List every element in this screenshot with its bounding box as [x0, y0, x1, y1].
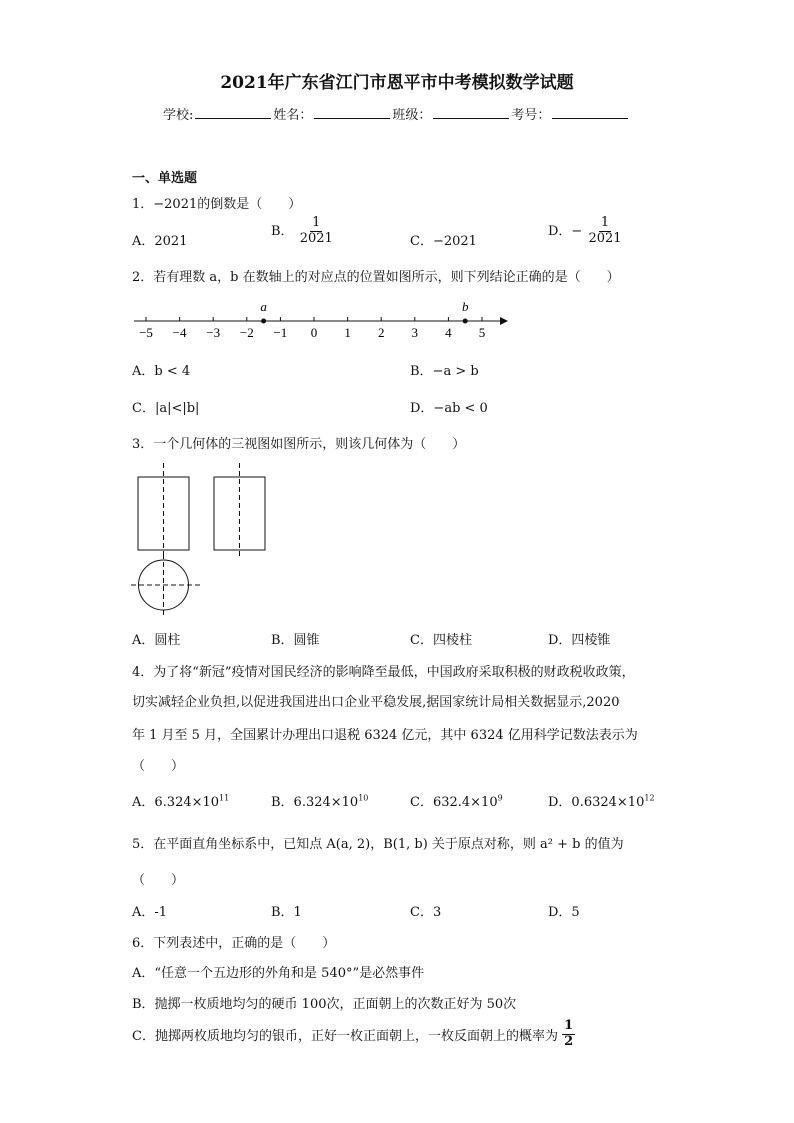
number-line-tick-label: 3	[411, 325, 419, 340]
q4-option-a	[132, 791, 229, 810]
fraction-numerator: 1	[564, 1018, 574, 1033]
number-line-tick-label: −1	[273, 325, 288, 340]
q1-option-b-prefix: B．	[271, 223, 294, 239]
q2-option-b: B．−a > b	[410, 364, 479, 379]
q5-option-d: D．5	[548, 905, 580, 920]
q1-option-b-fraction	[298, 216, 335, 247]
number-line-ticks	[139, 317, 485, 340]
q6-option-b: B．抛掷一枚质地均匀的硬币 100次，正面朝上的次数正好为 50次	[132, 997, 517, 1012]
q4-paren: （ ）	[132, 759, 185, 774]
three-view-figure	[128, 458, 278, 618]
class-blank[interactable]	[433, 108, 509, 119]
q3-option-d: D．四棱锥	[548, 633, 611, 648]
q5-option-c: C．3	[410, 905, 442, 920]
point-a-label: a	[260, 299, 267, 314]
q2-option-d: D．−ab < 0	[410, 401, 488, 416]
q6-option-c-text: C．抛掷两枚质地均匀的银币，正好一枚正面朝上，一枚反面朝上的概率为	[132, 1028, 558, 1044]
number-line-figure	[128, 296, 518, 344]
number-line-tick-label: 4	[445, 325, 452, 340]
number-line-tick-label: −5	[139, 325, 153, 340]
point-b-marker	[463, 319, 468, 324]
q1-option-d-prefix: D．−	[548, 223, 583, 239]
arrow-icon	[500, 317, 508, 325]
q4-line-1: 4．为了将“新冠”疫情对国民经济的影响降至最低，中国政府采取积极的财政税收政策，	[132, 665, 635, 680]
q6-option-c	[132, 1019, 575, 1050]
number-blank[interactable]	[552, 108, 628, 119]
q6-option-a: A．“任意一个五边形的外角和是 540°”是必然事件	[132, 966, 425, 981]
q4-option-c	[410, 791, 503, 810]
student-info-line	[163, 104, 630, 123]
option-exponent: 11	[219, 793, 230, 803]
number-line-tick-label: 1	[344, 325, 351, 340]
name-label: 姓名：	[273, 108, 313, 123]
option-exponent: 10	[358, 793, 369, 803]
q1-option-a: A．2021	[132, 234, 188, 249]
number-label: 考号：	[511, 108, 551, 123]
option-base: B．6.324×10	[271, 795, 359, 810]
point-b-label: b	[461, 299, 469, 314]
top-view	[131, 554, 202, 616]
q3-option-c: C．四棱柱	[410, 633, 472, 648]
number-line-tick-label: 2	[377, 325, 385, 340]
option-exponent: 12	[644, 793, 655, 803]
q6-stem: 6．下列表述中，正确的是（ ）	[132, 936, 336, 951]
option-base: D．0.6324×10	[548, 795, 645, 810]
q6-option-c-fraction	[562, 1019, 575, 1050]
q2-option-a: A．b < 4	[132, 364, 191, 379]
option-exponent: 9	[497, 793, 503, 803]
q5-paren: （ ）	[132, 873, 185, 888]
point-a-marker	[261, 319, 266, 324]
q1-stem: 1．−2021的倒数是（ ）	[132, 197, 302, 212]
class-label: 班级：	[392, 108, 432, 123]
q4-line-2: 切实减轻企业负担,以促进我国进出口企业平稳发展,据国家统计局相关数据显示,2020	[132, 695, 620, 710]
fraction-numerator: 1	[600, 215, 610, 230]
q5-option-a: A．-1	[132, 905, 168, 920]
fraction-denominator: 2	[564, 1033, 574, 1049]
side-view	[214, 463, 265, 558]
fraction-numerator: 1	[312, 215, 321, 230]
page-title: 2021年广东省江门市恩平市中考模拟数学试题	[220, 73, 574, 93]
q1-option-b	[271, 216, 335, 247]
q1-option-d	[548, 216, 624, 247]
number-line-tick-label: −4	[172, 325, 187, 340]
school-label: 学校:	[163, 108, 194, 123]
q4-line-3: 年 1 月至 5 月，全国累计办理出口退税 6324 亿元，其中 6324 亿用科学记数法表示为	[132, 728, 638, 743]
q2-option-c: C．|a|<|b|	[132, 401, 200, 416]
q3-option-a: A．圆柱	[132, 633, 181, 648]
school-blank[interactable]	[195, 108, 271, 119]
q4-option-d	[548, 791, 655, 810]
q3-stem: 3．一个几何体的三视图如图所示，则该几何体为（ ）	[132, 437, 466, 452]
number-line-tick-label: −3	[206, 325, 221, 340]
q4-option-b	[271, 791, 368, 810]
q2-stem: 2．若有理数 a，b 在数轴上的对应点的位置如图所示，则下列结论正确的是（ ）	[132, 270, 620, 285]
number-line-tick-label: 0	[310, 325, 318, 340]
option-base: A．6.324×10	[132, 795, 220, 810]
section-heading: 一、单选题	[132, 171, 198, 186]
q1-option-c: C．−2021	[410, 234, 477, 249]
front-view	[138, 463, 189, 558]
q5-option-b: B．1	[271, 905, 302, 920]
fraction-denominator: 2021	[299, 230, 333, 246]
number-line-tick-label: −2	[239, 325, 254, 340]
fraction-denominator: 2021	[588, 230, 622, 246]
q3-option-b: B．圆锥	[271, 633, 320, 648]
option-base: C．632.4×10	[410, 795, 498, 810]
number-line-tick-label: 5	[478, 325, 486, 340]
name-blank[interactable]	[314, 108, 390, 119]
q5-stem: 5．在平面直角坐标系中，已知点 A(a, 2)，B(1, b) 关于原点对称，则 a² + b 的值为	[132, 837, 624, 852]
q1-option-d-fraction	[586, 216, 623, 247]
